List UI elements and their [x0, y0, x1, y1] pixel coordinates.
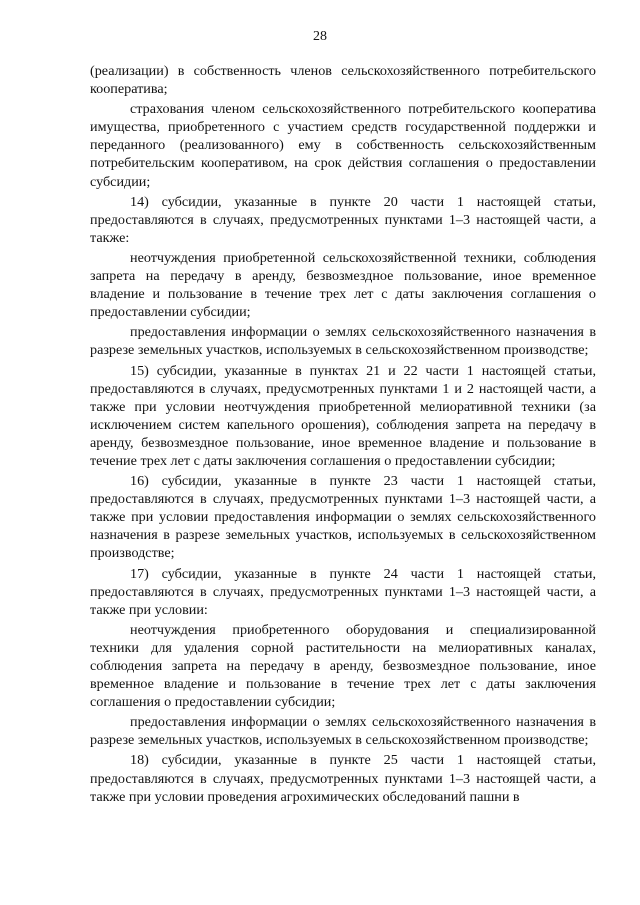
paragraph: 15) субсидии, указанные в пунктах 21 и 22 части 1 настоящей статьи, предоставляются в случаях, предусмотренных пунктами 1 и 2 настоящей части, а также при условии неотчуждения приобретенной мелиоративной техники (за исключением систем капельного орошения), соблюдения запрета на передачу в аренду, безвозмездное пользование, иное временное владение и пользование в течение трех лет с даты заключения соглашения о предоставлении субсидии;: [90, 362, 596, 469]
paragraph: 17) субсидии, указанные в пункте 24 части 1 настоящей статьи, предоставляются в случаях, предусмотренных пунктами 1–3 настоящей части, а также при условии:: [90, 565, 596, 618]
paragraph: предоставления информации о землях сельскохозяйственного назначения в разрезе земельных участков, используемых в сельскохозяйственном производстве;: [90, 324, 596, 359]
paragraph: 14) субсидии, указанные в пункте 20 части 1 настоящей статьи, предоставляются в случаях, предусмотренных пунктами 1–3 настоящей части, а также:: [90, 193, 596, 246]
paragraph: неотчуждения приобретенной сельскохозяйственной техники, соблюдения запрета на передачу в аренду, безвозмездное пользование, иное временное владение и пользование в течение трех лет с даты заключения соглашения о предоставлении субсидии;: [90, 249, 596, 321]
paragraph: 18) субсидии, указанные в пункте 25 части 1 настоящей статьи, предоставляются в случаях, предусмотренных пунктами 1–3 настоящей части, а также при условии проведения агрохимических обследований пашни в: [90, 752, 596, 805]
paragraph: страхования членом сельскохозяйственного потребительского кооператива имущества, приобретенного с участием средств государственной поддержки и переданного (реализованного) ему в собственность сельскохозяйственным потребительским кооперативом, на срок действия соглашения о предоставлении субсидии;: [90, 101, 596, 190]
paragraph: (реализации) в собственность членов сельскохозяйственного потребительского кооператива;: [90, 63, 596, 98]
document-body: [90, 62, 596, 806]
paragraph: 16) субсидии, указанные в пункте 23 части 1 настоящей статьи, предоставляются в случаях, предусмотренных пунктами 1–3 настоящей части, а также при условии предоставления информации о землях сельскохозяйственного назначения в разрезе земельных участков, используемых в сельскохозяйственном производстве;: [90, 473, 596, 562]
page-number: 28: [313, 29, 327, 44]
paragraph: неотчуждения приобретенного оборудования и специализированной техники для удаления сорной растительности на мелиоративных каналах, соблюдения запрета на передачу в аренду, безвозмездное пользование, иное временное владение и пользование в течение трех лет с даты заключения соглашения о предоставлении субсидии;: [90, 621, 596, 711]
paragraph: предоставления информации о землях сельскохозяйственного назначения в разрезе земельных участков, используемых в сельскохозяйственном производстве;: [90, 714, 596, 749]
